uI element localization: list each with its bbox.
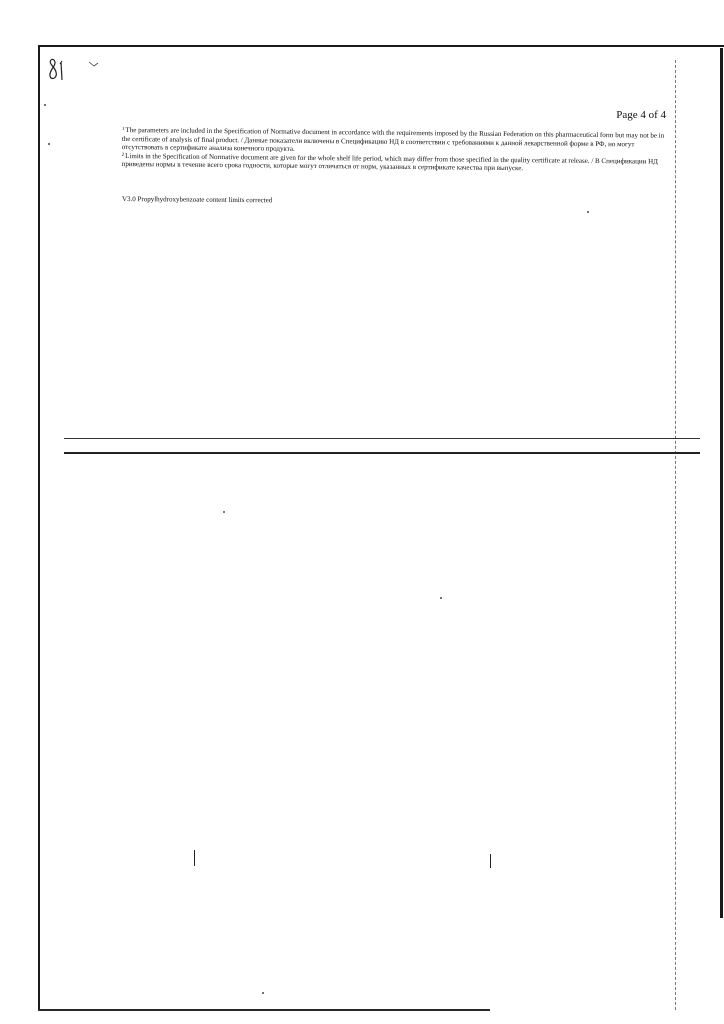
footnote-marker: 1 <box>121 126 125 133</box>
scan-speck <box>587 211 589 213</box>
scan-dashed-margin-line <box>675 60 676 1010</box>
footnote-text: Limits in the Specification of Normative document are given for the whole shelf life period, which may differ from those specified in the quality certificate at release. / В Спецификации НД приведены нормы в течение всего срока годности, которые могут отличаться от норм, указанных в сертификате качества при выпуске. <box>121 151 659 173</box>
scan-horizontal-line <box>64 438 700 439</box>
scan-vertical-mark <box>194 850 195 866</box>
scan-horizontal-line <box>64 452 700 454</box>
scan-speck <box>440 597 442 599</box>
footnote-marker: 2 <box>121 152 125 158</box>
page-number: Page 4 of 4 <box>616 109 666 121</box>
scan-border-right <box>720 48 723 918</box>
scan-border-bottom <box>38 1009 490 1011</box>
scan-vertical-mark <box>490 854 491 868</box>
scan-speck <box>262 992 264 994</box>
scan-speck <box>48 143 50 145</box>
pencil-tick-mark <box>88 60 100 68</box>
footnotes <box>122 126 668 175</box>
scan-speck <box>44 104 46 106</box>
scan-border-top <box>38 45 724 47</box>
handwritten-page-number <box>46 56 70 82</box>
version-note: V3.0 Propylhydroxybenzoate content limits corrected <box>121 195 273 205</box>
scan-border-left <box>38 45 40 1011</box>
scan-speck <box>223 511 225 513</box>
footnote-text: The parameters are included in the Specification of Normative document in accordance with the requirements imposed by the Russian Federation on this pharmaceutical form but may not be in the certificate of analysis of final product. / Данные показатели включены в Спецификацию НД в соответствии с требованиями к данной лекарственной форме в РФ, но могут отсутствовать в сертификате анализа конечного продукта. <box>121 126 665 153</box>
